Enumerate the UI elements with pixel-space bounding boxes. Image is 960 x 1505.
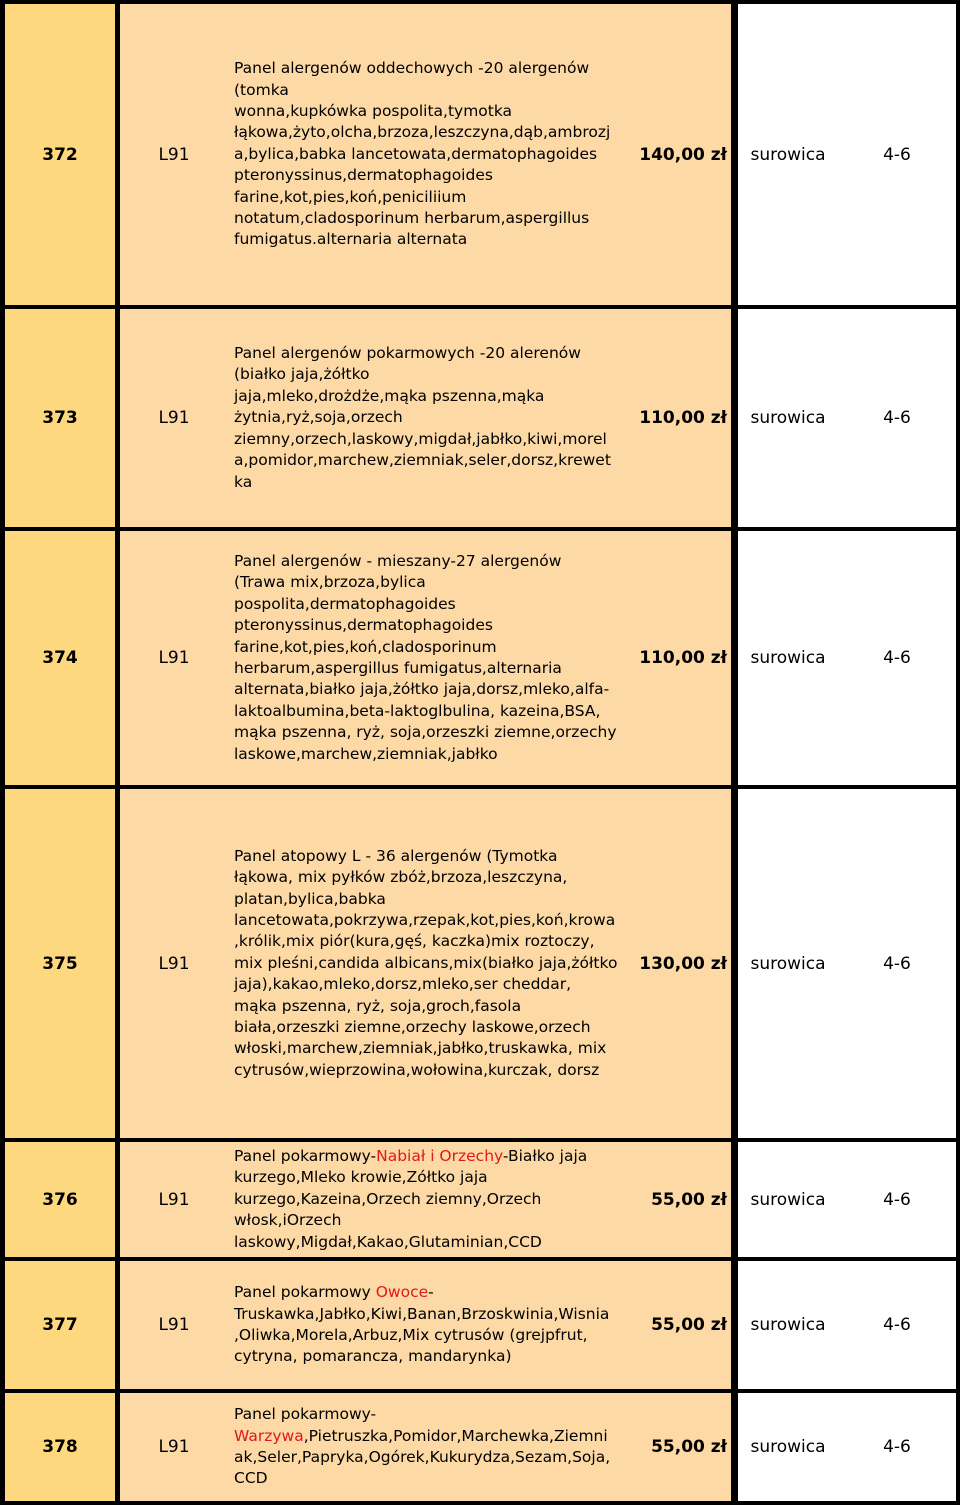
column-divider	[731, 0, 738, 1505]
test-material: surowica	[750, 1189, 826, 1210]
row-divider	[0, 0, 960, 4]
test-description	[228, 1261, 625, 1389]
test-code: L91	[158, 648, 190, 668]
test-turnaround: 4-6	[883, 408, 911, 428]
test-code: L91	[158, 1437, 190, 1457]
row-divider	[0, 1257, 960, 1261]
description-text: ,Pietruszka,Pomidor,Marchewka,Ziemni ak,Seler,Papryka,Ogórek,Kukurydza,Sezam,Soja, CCD	[234, 1426, 611, 1488]
column-divider	[956, 0, 960, 1505]
test-code: L91	[158, 1315, 190, 1335]
test-description	[228, 1142, 625, 1257]
category-highlight: Nabiał i Orzechy	[376, 1146, 503, 1165]
test-description	[228, 1393, 625, 1501]
test-price: 130,00 zł	[639, 953, 727, 974]
table-row	[0, 309, 960, 527]
description-text: - Truskawka,Jabłko,Kiwi,Banan,Brzoskwinia,Wisnia ,Oliwka,Morela,Arbuz,Mix cytrusów (grejpfrut, cytryna, pomarancza, mandarynka)	[234, 1283, 610, 1366]
test-description: Panel alergenów oddechowych -20 alergenów (tomka wonna,kupkówka pospolita,tymotka łąkowa,żyto,olcha,brzoza,leszczyna,dąb,ambrozj a,bylica,babka lancetowata,dermatophagoides pteronyssinus,dermatophagoides farine,kot,pies,koń,peniciliium notatum,cladosporinum herbarum,aspergillus fumigatus.alternaria alternata	[234, 59, 611, 249]
test-code: L91	[158, 1189, 190, 1210]
test-price: 55,00 zł	[651, 1437, 727, 1457]
test-code: L91	[158, 144, 190, 165]
test-number: 378	[42, 1437, 78, 1457]
test-number: 372	[42, 144, 78, 165]
table-row	[0, 789, 960, 1138]
test-material: surowica	[750, 1315, 826, 1335]
test-price: 110,00 zł	[639, 648, 727, 668]
test-turnaround: 4-6	[883, 648, 911, 668]
table-row	[0, 531, 960, 785]
row-divider	[0, 527, 960, 531]
test-material: surowica	[750, 953, 826, 974]
test-number: 374	[42, 648, 78, 668]
row-divider	[0, 785, 960, 789]
test-number: 375	[42, 953, 78, 974]
test-price: 55,00 zł	[651, 1189, 727, 1210]
column-divider	[0, 0, 5, 1505]
test-material: surowica	[750, 144, 826, 165]
column-divider	[115, 0, 120, 1505]
description-text: Panel pokarmowy-	[234, 1405, 377, 1424]
test-code: L91	[158, 408, 190, 428]
table-row	[0, 1261, 960, 1389]
test-description: Panel alergenów - mieszany-27 alergenów (Trawa mix,brzoza,bylica pospolita,dermatophagoides pteronyssinus,dermatophagoides farine,kot,pies,koń,cladosporinum herbarum,aspergillus fumigatus,alternaria alternata,białko jaja,żółtko jaja,dorsz,mleko,alfa- laktoalbumina,beta-laktoglbulina, kazeina,BSA, mąka pszenna, ryż, soja,orzeszki ziemne,orzechy laskowe,marchew,ziemniak,jabłko	[234, 551, 617, 763]
table-row	[0, 1142, 960, 1257]
table-row	[0, 4, 960, 305]
category-highlight: Owoce	[375, 1283, 429, 1302]
test-turnaround: 4-6	[883, 1189, 911, 1210]
test-description: Panel alergenów pokarmowych -20 alerenów (białko jaja,żółtko jaja,mleko,drożdże,mąka pszenna,mąka żytnia,ryż,soja,orzech ziemny,orzech,laskowy,migdał,jabłko,kiwi,morel a,pomidor,marchew,ziemniak,seler,dorsz,krewet ka	[234, 344, 611, 491]
test-code: L91	[158, 953, 190, 974]
test-number: 373	[42, 408, 78, 428]
test-material: surowica	[750, 1437, 826, 1457]
row-divider	[0, 1501, 960, 1505]
test-price: 55,00 zł	[651, 1315, 727, 1335]
test-description: Panel atopowy L - 36 alergenów (Tymotka łąkowa, mix pyłków zbóż,brzoza,leszczyna, platan,bylica,babka lancetowata,pokrzywa,rzepak,kot,pies,koń,krowa ,królik,mix piór(kura,gęś, kaczka)mix roztoczy, mix pleśni,candida albicans,mix(białko jaja,żółtko jaja),kakao,mleko,dorsz,mleko,ser cheddar, mąka pszenna, ryż, soja,groch,fasola biała,orzeszki ziemne,orzechy laskowe,orzech włoski,marchew,ziemniak,jabłko,truskawka, mix cytrusów,wieprzowina,wołowina,kurczak, dorsz	[234, 846, 618, 1079]
test-turnaround: 4-6	[883, 953, 911, 974]
row-divider	[0, 1389, 960, 1393]
test-turnaround: 4-6	[883, 144, 911, 165]
category-highlight: Warzywa	[234, 1426, 304, 1445]
test-turnaround: 4-6	[883, 1315, 911, 1335]
test-price: 140,00 zł	[639, 144, 727, 165]
test-material: surowica	[750, 648, 826, 668]
test-number: 377	[42, 1315, 78, 1335]
description-text: -Białko jaja kurzego,Mleko krowie,Zółtko jaja kurzego,Kazeina,Orzech ziemny,Orzech włosk,iOrzech laskowy,Migdał,Kakao,Glutaminian,CCD	[234, 1146, 588, 1251]
description-text: Panel pokarmowy-	[234, 1146, 377, 1165]
test-number: 376	[42, 1189, 78, 1210]
test-turnaround: 4-6	[883, 1437, 911, 1457]
description-text: Panel pokarmowy	[234, 1283, 376, 1302]
row-divider	[0, 1138, 960, 1142]
row-divider	[0, 305, 960, 309]
test-material: surowica	[750, 408, 826, 428]
table-row	[0, 1393, 960, 1501]
test-price: 110,00 zł	[639, 408, 727, 428]
